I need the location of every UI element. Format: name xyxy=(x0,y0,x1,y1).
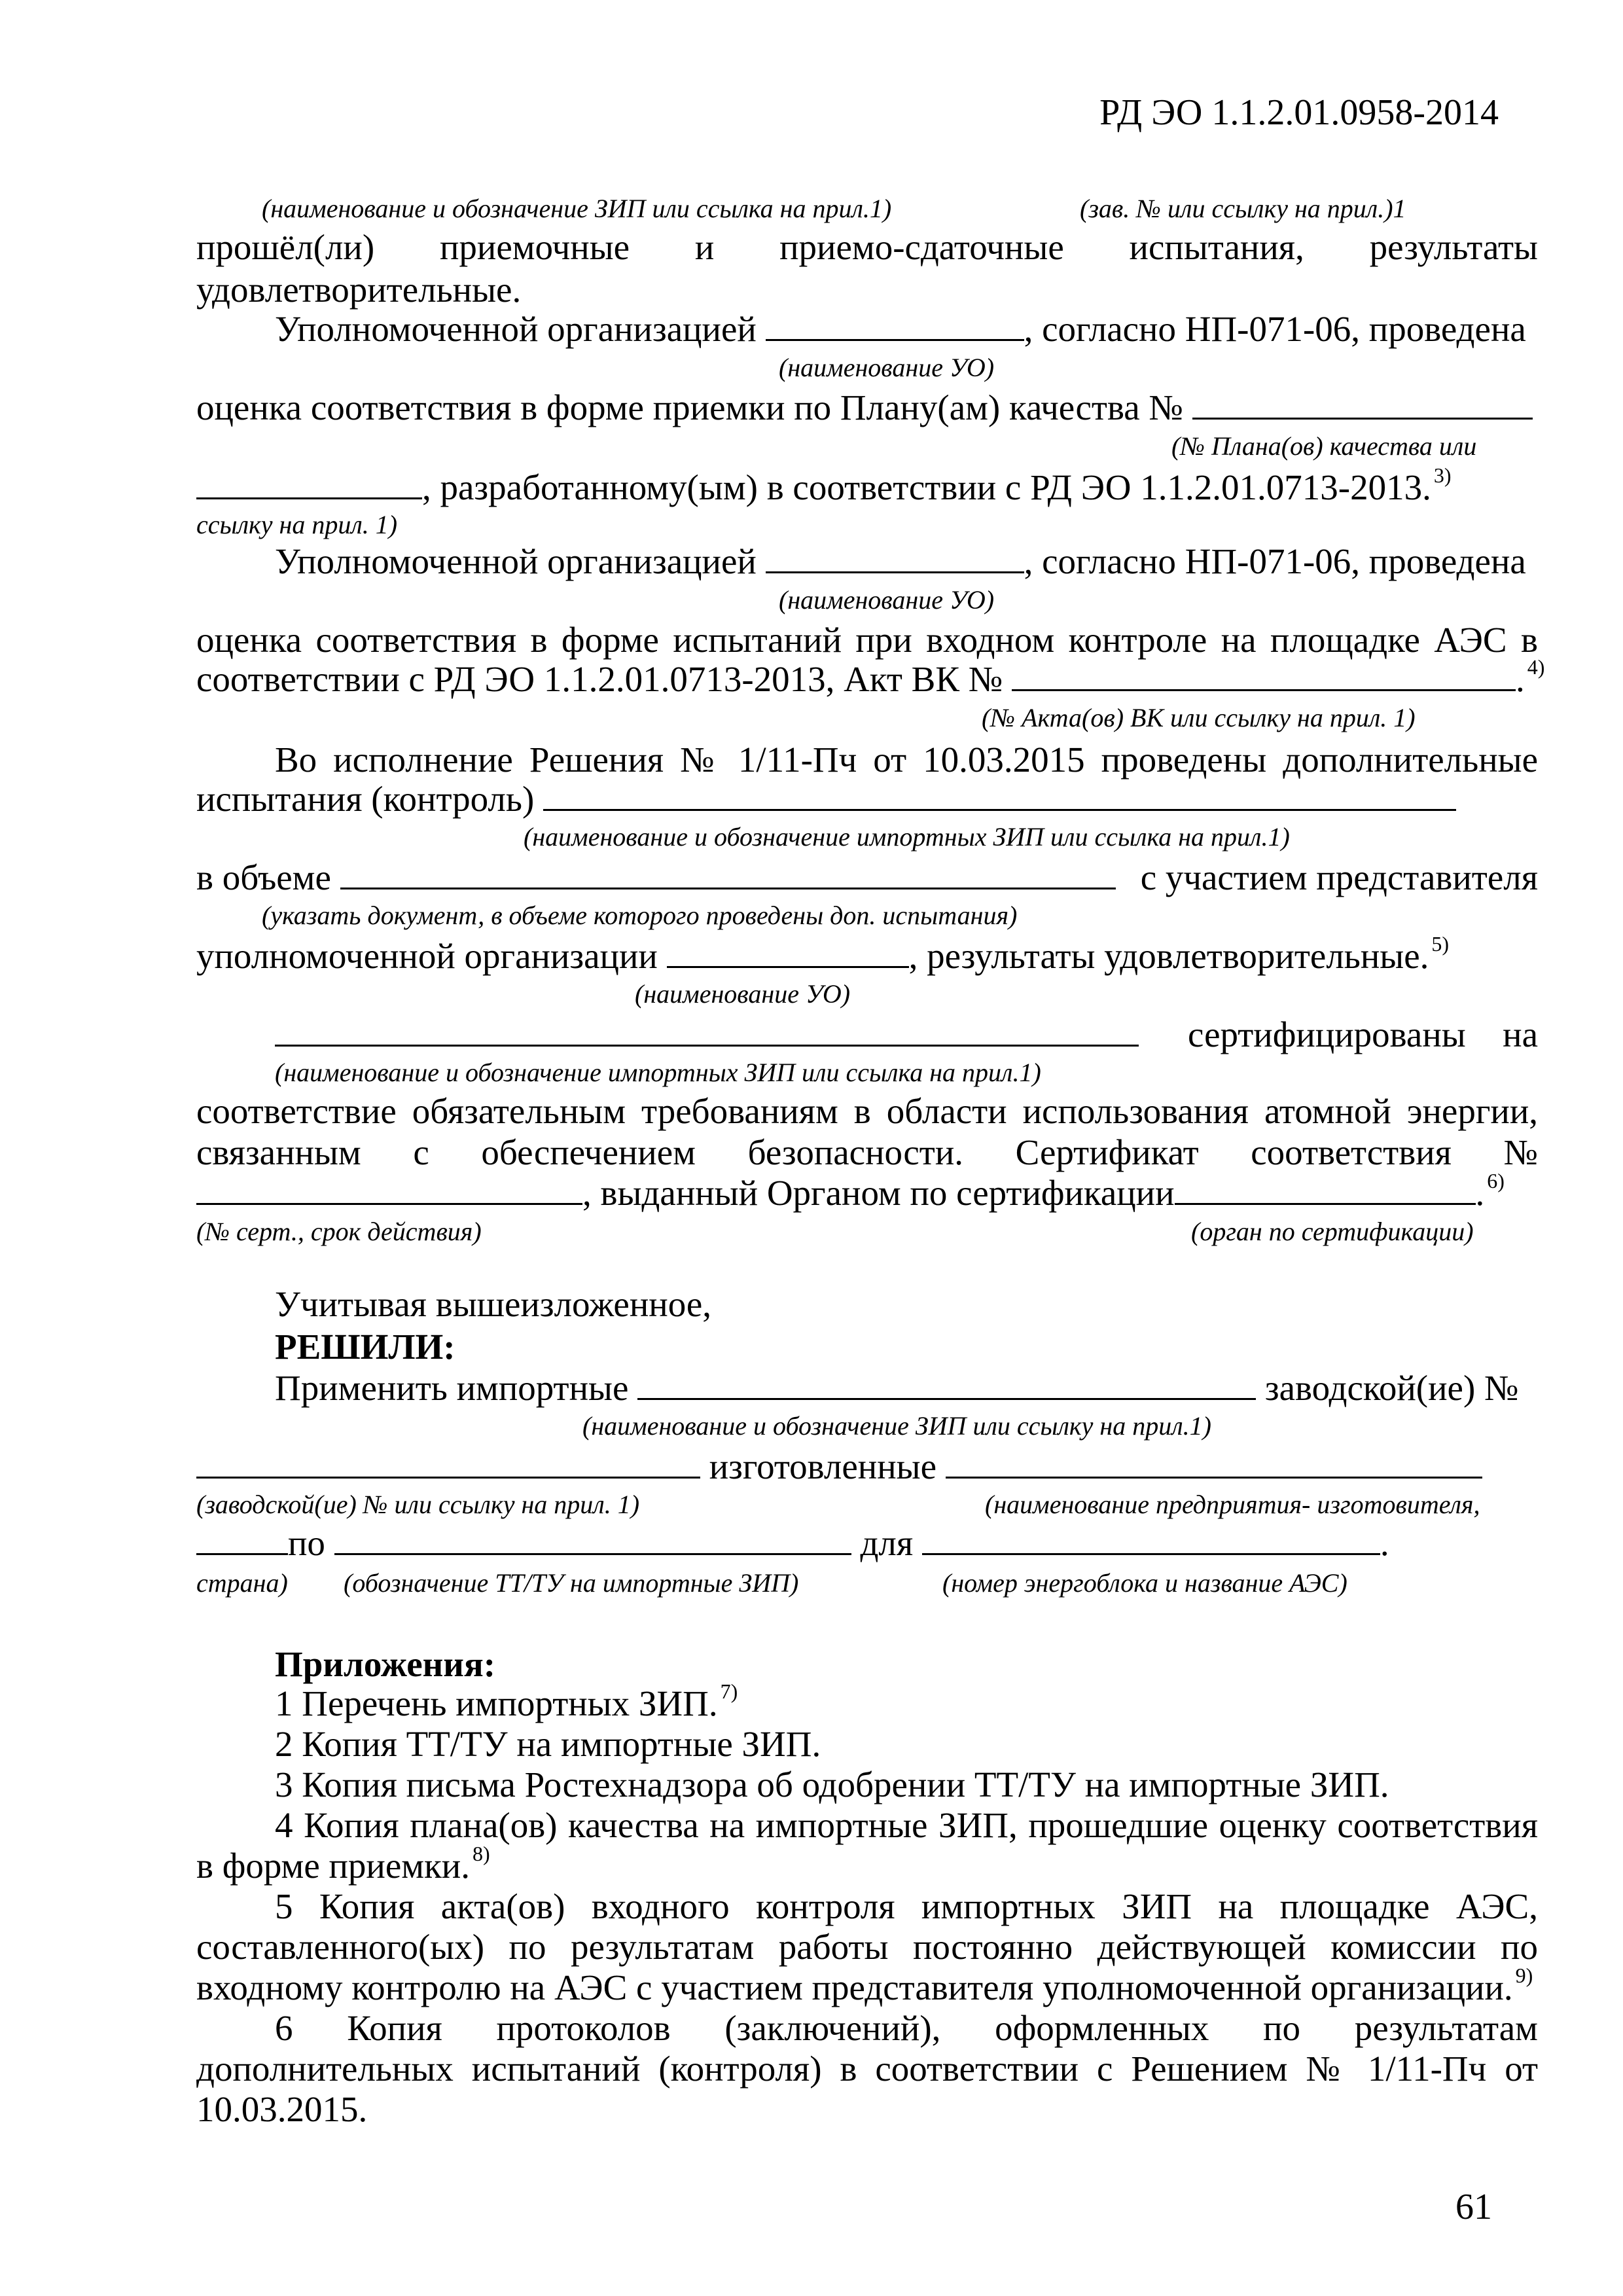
caption-serial: (зав. № или ссылку на прил.)1 xyxy=(1080,194,1406,223)
text-line-20 xyxy=(196,1445,1538,1488)
text-fragment: изготовленные xyxy=(709,1446,937,1486)
caption-document: (указать документ, в объеме которого проведены доп. испытания) xyxy=(262,901,1018,930)
text-fragment: , согласно НП-071-06, проведена xyxy=(1024,309,1526,349)
blank-line xyxy=(667,935,909,968)
text-line-21: по для . xyxy=(196,1522,1538,1565)
text-fragment: , разработанному(ым) в соответствии с РД ЭО 1.1.2.01.0713-2013. xyxy=(422,467,1431,507)
footnote-mark: 8) xyxy=(472,1842,490,1865)
text-line-15: связанным с обеспечением безопасности. Сертификат соответствия № xyxy=(196,1132,1538,1172)
attachment-4: 4 Копия плана(ов) качества на импортные ЗИП, прошедшие оценку соответствия xyxy=(275,1805,1538,1845)
caption-uo: (наименование УО) xyxy=(635,979,851,1009)
caption-import-zip: (наименование и обозначение импортных ЗИП или ссылка на прил.1) xyxy=(275,1058,1041,1087)
footnote-mark: 6) xyxy=(1487,1169,1505,1193)
document-code: РД ЭО 1.1.2.01.0958-2014 xyxy=(1099,92,1499,133)
caption-unit: (номер энергоблока и название АЭС) xyxy=(942,1568,1347,1598)
attachment-6-cont: дополнительных испытаний (контроля) в соответствии с Решением № 1/11-Пч от xyxy=(196,2049,1538,2089)
blank-line xyxy=(196,1445,700,1479)
footnote-mark: 3) xyxy=(1433,463,1452,487)
authorized-org-label: Уполномоченной организацией xyxy=(275,309,757,349)
text-line-5 xyxy=(196,463,1538,514)
text-fragment: заводской(ие) № xyxy=(1264,1368,1519,1408)
caption-certificate: (№ серт., срок действия) xyxy=(196,1217,482,1246)
text-fragment: для xyxy=(860,1523,914,1563)
authorized-org-label: Уполномоченной организацией xyxy=(275,541,757,581)
text-line-11 xyxy=(196,856,1538,899)
blank-line xyxy=(1192,386,1533,420)
text-fragment: на xyxy=(1503,1014,1538,1054)
attachment-3: 3 Копия письма Ростехнадзора об одобрении ТТ/ТУ на импортные ЗИП. xyxy=(275,1765,1389,1804)
text-line-17: Учитывая вышеизложенное, xyxy=(275,1284,712,1324)
text-fragment: сертифицированы xyxy=(1188,1014,1466,1054)
text-line-10 xyxy=(196,778,1538,821)
text-fragment: соответствии с РД ЭО 1.1.2.01.0713-2013, Акт ВК № xyxy=(196,659,1003,699)
text-fragment: входному контролю на АЭС с участием представителя уполномоченной организации. xyxy=(196,1967,1513,2007)
caption-plan-cont: ссылку на прил. 1) xyxy=(196,510,398,539)
blank-line xyxy=(946,1445,1482,1479)
text-fragment: в объеме xyxy=(196,857,331,897)
text-fragment: уполномоченной организации xyxy=(196,936,658,976)
attachment-5-cont: составленного(ых) по результатам работы постоянно действующей комиссии по xyxy=(196,1927,1538,1967)
blank-line xyxy=(196,1172,582,1205)
blank-line xyxy=(340,856,1116,889)
attachments-title: Приложения: xyxy=(275,1644,496,1684)
caption-act: (№ Акта(ов) ВК или ссылку на прил. 1) xyxy=(982,703,1416,732)
text-fragment: в форме приемки. xyxy=(196,1846,470,1886)
attachment-6: 6 Копия протоколов (заключений), оформленных по результатам xyxy=(275,2008,1538,2048)
caption-uo: (наименование УО) xyxy=(779,585,995,615)
footnote-mark: 5) xyxy=(1431,932,1450,956)
caption-plan: (№ Плана(ов) качества или xyxy=(1171,431,1477,461)
text-fragment: 1 Перечень импортных ЗИП. xyxy=(275,1683,718,1723)
caption-spec: (обозначение ТТ/ТУ на импортные ЗИП) xyxy=(344,1568,799,1598)
text-fragment: с участием представителя xyxy=(1140,857,1538,897)
attachment-5: 5 Копия акта(ов) входного контроля импортных ЗИП на площадке АЭС, xyxy=(275,1886,1538,1926)
text-line-9: Во исполнение Решения № 1/11-Пч от 10.03.2015 проведены дополнительные xyxy=(275,740,1538,780)
text-fragment: , результаты удовлетворительные. xyxy=(908,936,1429,976)
page-number: 61 xyxy=(1455,2187,1492,2227)
text-line-16: , выданный Органом по сертификации . $^{6)}$ xyxy=(196,1172,1538,1219)
text-line-3 xyxy=(196,308,1538,351)
blank-line xyxy=(766,540,1024,573)
text-line-8: соответствии с РД ЭО 1.1.2.01.0713-2013, Акт ВК № . $^{4)}$ xyxy=(196,655,1545,699)
text-line-7: оценка соответствия в форме испытаний при входном контроле на площадке АЭС в xyxy=(196,620,1538,660)
text-fragment: , согласно НП-071-06, проведена xyxy=(1024,541,1526,581)
caption-cert-body: (орган по сертификации) xyxy=(1191,1217,1474,1246)
blank-line xyxy=(1012,658,1516,691)
caption-uo: (наименование УО) xyxy=(779,353,995,382)
caption-zip-name: (наименование и обозначение ЗИП или ссылка на прил.1) xyxy=(262,194,892,223)
text-fragment: по xyxy=(288,1523,325,1563)
caption-zip-name: (наименование и обозначение ЗИП или ссылку на прил.1) xyxy=(582,1411,1211,1441)
text-line-12 xyxy=(196,932,1538,982)
decided-heading: РЕШИЛИ: xyxy=(275,1327,455,1367)
caption-manufacturer: (наименование предприятия- изготовителя, xyxy=(985,1490,1480,1519)
text-line-2: удовлетворительные. xyxy=(196,270,522,310)
text-line-13 xyxy=(196,1013,1538,1056)
blank-line xyxy=(543,778,1456,811)
text-line-1: прошёл(ли) приемочные и приемо-сдаточные испытания, результаты xyxy=(196,227,1538,267)
blank-line xyxy=(196,466,422,499)
blank-line xyxy=(766,308,1024,341)
attachment-6-end: 10.03.2015. xyxy=(196,2089,368,2129)
caption-serial: (заводской(ие) № или ссылку на прил. 1) xyxy=(196,1490,640,1519)
blank-line xyxy=(196,1522,288,1555)
caption-country: страна) xyxy=(196,1568,288,1598)
blank-line xyxy=(275,1013,1139,1047)
blank-line xyxy=(922,1522,1380,1555)
blank-line xyxy=(334,1522,851,1555)
attachment-2: 2 Копия ТТ/ТУ на импортные ЗИП. xyxy=(275,1724,821,1764)
text-fragment: испытания (контроль) xyxy=(196,779,535,819)
text-fragment: , выданный Органом по сертификации xyxy=(582,1173,1175,1213)
blank-line xyxy=(1175,1172,1476,1205)
text-line-14: соответствие обязательным требованиям в области использования атомной энергии, xyxy=(196,1091,1538,1131)
text-line-6 xyxy=(196,540,1538,583)
footnote-mark: 9) xyxy=(1515,1964,1533,1987)
footnote-mark: 7) xyxy=(720,1679,738,1703)
text-fragment: Применить импортные xyxy=(275,1368,629,1408)
text-fragment: оценка соответствия в форме приемки по Плану(ам) качества № xyxy=(196,387,1183,427)
footnote-mark: 4) xyxy=(1527,655,1545,679)
caption-import-zip: (наименование и обозначение импортных ЗИП или ссылка на прил.1) xyxy=(524,822,1290,852)
text-line-4 xyxy=(196,386,1538,429)
blank-line xyxy=(637,1367,1256,1400)
text-line-19 xyxy=(196,1367,1538,1410)
